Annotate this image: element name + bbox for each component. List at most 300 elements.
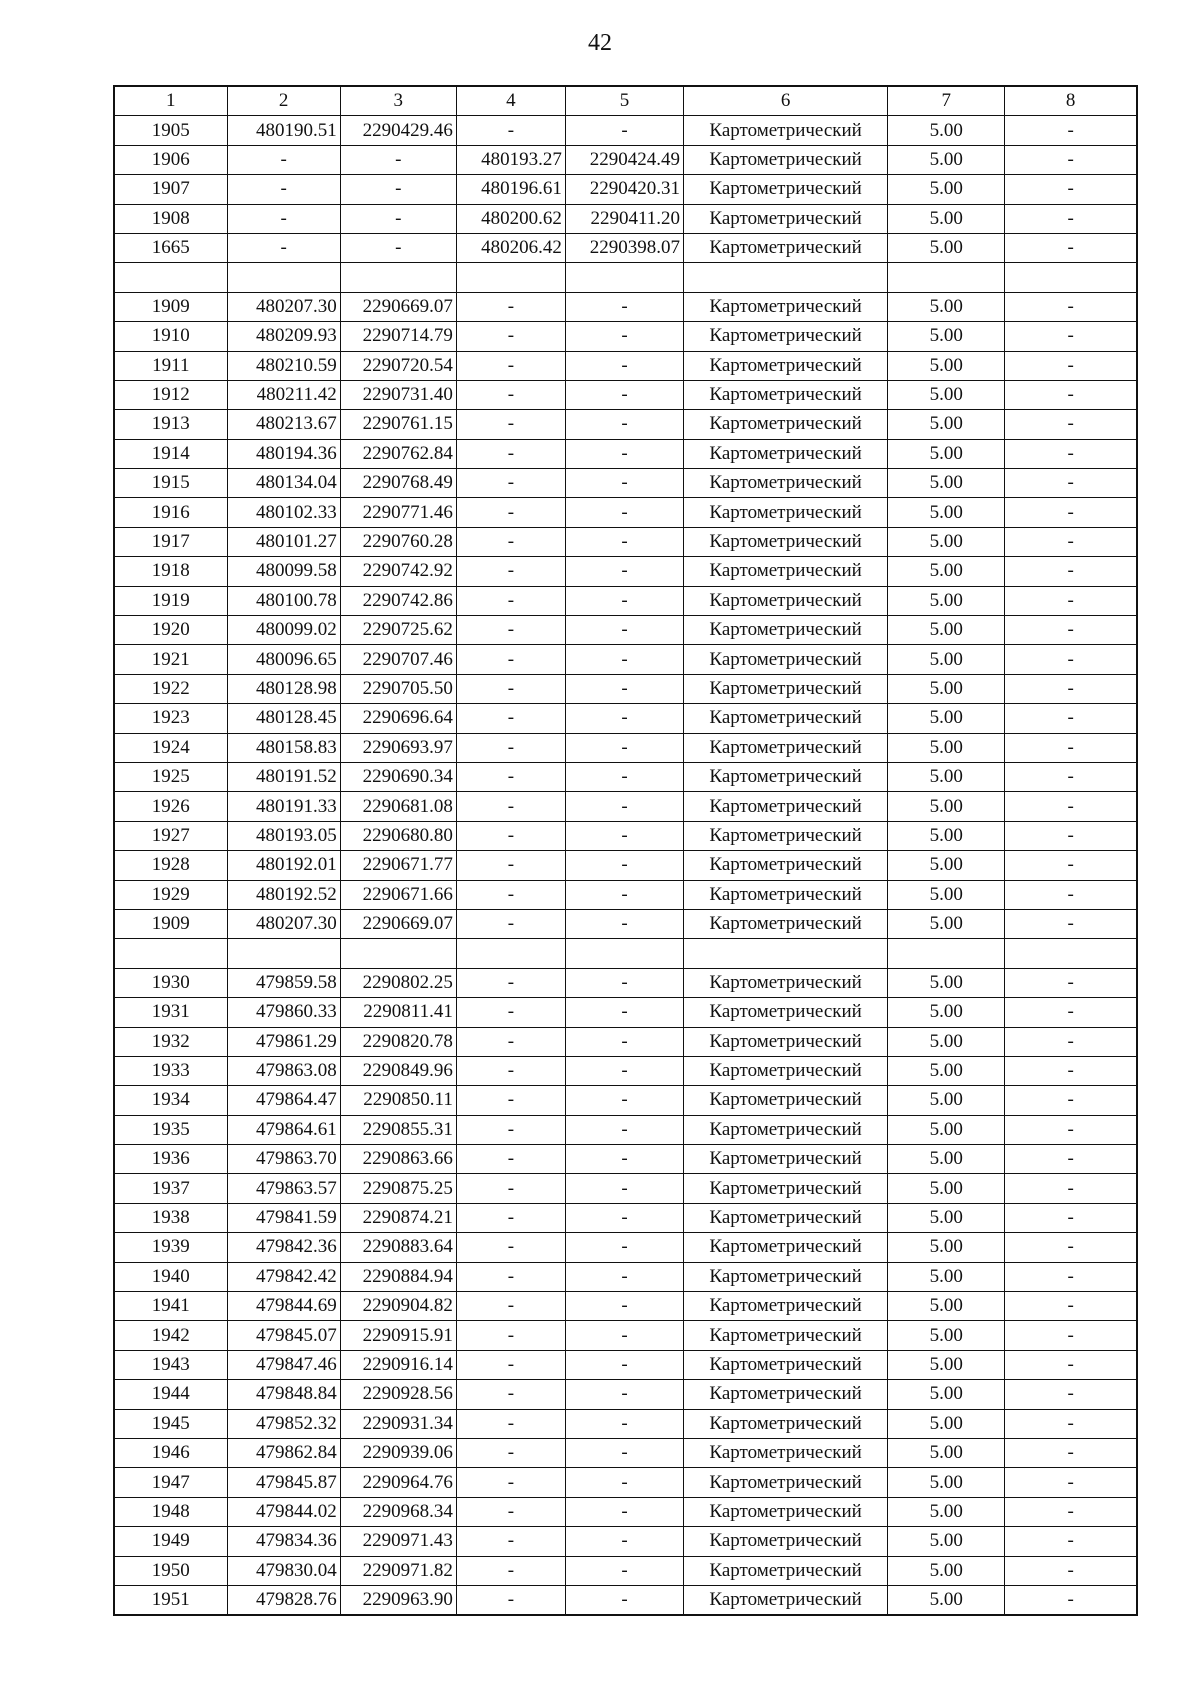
x-new-cell: - — [456, 998, 565, 1027]
y-new-cell: - — [565, 557, 683, 586]
point-number-cell: 1936 — [114, 1145, 227, 1174]
description-cell: - — [1005, 1203, 1137, 1232]
method-cell: Картометрический — [684, 410, 888, 439]
accuracy-cell: 5.00 — [888, 292, 1005, 321]
table-row — [114, 439, 1137, 468]
description-cell: - — [1005, 233, 1137, 262]
method-cell: Картометрический — [684, 645, 888, 674]
x-existing-cell — [227, 263, 340, 292]
x-new-cell: - — [456, 616, 565, 645]
x-new-cell: - — [456, 880, 565, 909]
point-number-cell: 1941 — [114, 1292, 227, 1321]
y-new-cell: - — [565, 1438, 683, 1467]
y-new-cell: - — [565, 1262, 683, 1291]
y-existing-cell: 2290671.77 — [340, 851, 456, 880]
y-new-cell: - — [565, 1056, 683, 1085]
table-row — [114, 821, 1137, 850]
method-cell: Картометрический — [684, 880, 888, 909]
point-number-cell: 1907 — [114, 175, 227, 204]
x-new-cell: - — [456, 380, 565, 409]
table-row — [114, 880, 1137, 909]
x-new-cell: - — [456, 557, 565, 586]
table-body — [114, 116, 1137, 1615]
accuracy-cell: 5.00 — [888, 557, 1005, 586]
y-new-cell: - — [565, 792, 683, 821]
table-row — [114, 733, 1137, 762]
method-cell: Картометрический — [684, 586, 888, 615]
description-cell: - — [1005, 351, 1137, 380]
table-row — [114, 380, 1137, 409]
x-existing-cell: 479862.84 — [227, 1438, 340, 1467]
point-number-cell: 1937 — [114, 1174, 227, 1203]
point-number-cell: 1914 — [114, 439, 227, 468]
accuracy-cell: 5.00 — [888, 586, 1005, 615]
x-new-cell: - — [456, 674, 565, 703]
x-new-cell: 480196.61 — [456, 175, 565, 204]
table-row — [114, 1527, 1137, 1556]
x-new-cell: - — [456, 821, 565, 850]
y-new-cell: - — [565, 674, 683, 703]
accuracy-cell: 5.00 — [888, 410, 1005, 439]
point-number-cell: 1946 — [114, 1438, 227, 1467]
method-cell: Картометрический — [684, 1027, 888, 1056]
page-number: 42 — [588, 30, 612, 56]
point-number-cell: 1906 — [114, 145, 227, 174]
accuracy-cell: 5.00 — [888, 1438, 1005, 1467]
method-cell: Картометрический — [684, 1086, 888, 1115]
table-row — [114, 410, 1137, 439]
y-existing-cell: 2290928.56 — [340, 1380, 456, 1409]
y-new-cell: - — [565, 322, 683, 351]
method-cell: Картометрический — [684, 1409, 888, 1438]
description-cell: - — [1005, 704, 1137, 733]
table-row — [114, 1556, 1137, 1585]
method-cell: Картометрический — [684, 469, 888, 498]
x-new-cell: - — [456, 1527, 565, 1556]
y-new-cell: - — [565, 586, 683, 615]
point-number-cell: 1924 — [114, 733, 227, 762]
accuracy-cell: 5.00 — [888, 616, 1005, 645]
y-existing-cell: 2290875.25 — [340, 1174, 456, 1203]
y-new-cell: - — [565, 909, 683, 938]
point-number-cell: 1942 — [114, 1321, 227, 1350]
table-row — [114, 1262, 1137, 1291]
column-header-8: 8 — [1005, 86, 1137, 116]
accuracy-cell: 5.00 — [888, 145, 1005, 174]
x-new-cell: - — [456, 704, 565, 733]
y-existing-cell: 2290971.82 — [340, 1556, 456, 1585]
y-new-cell: - — [565, 1174, 683, 1203]
table-row — [114, 233, 1137, 262]
x-existing-cell: 479864.61 — [227, 1115, 340, 1144]
x-existing-cell: 480128.98 — [227, 674, 340, 703]
y-existing-cell: 2290931.34 — [340, 1409, 456, 1438]
description-cell: - — [1005, 322, 1137, 351]
x-new-cell: - — [456, 1585, 565, 1615]
table-row — [114, 498, 1137, 527]
x-new-cell: - — [456, 762, 565, 791]
table-row — [114, 1468, 1137, 1497]
x-existing-cell: 479848.84 — [227, 1380, 340, 1409]
accuracy-cell: 5.00 — [888, 1086, 1005, 1115]
x-existing-cell: 480207.30 — [227, 292, 340, 321]
x-existing-cell: 479844.69 — [227, 1292, 340, 1321]
method-cell: Картометрический — [684, 1056, 888, 1085]
description-cell: - — [1005, 469, 1137, 498]
x-new-cell: - — [456, 1203, 565, 1232]
y-new-cell: - — [565, 439, 683, 468]
x-existing-cell: 480134.04 — [227, 469, 340, 498]
description-cell: - — [1005, 498, 1137, 527]
method-cell: Картометрический — [684, 557, 888, 586]
y-new-cell: - — [565, 1380, 683, 1409]
description-cell: - — [1005, 1497, 1137, 1526]
table-row — [114, 586, 1137, 615]
method-cell: Картометрический — [684, 145, 888, 174]
description-cell: - — [1005, 1438, 1137, 1467]
table-row — [114, 1585, 1137, 1615]
description-cell: - — [1005, 998, 1137, 1027]
method-cell: Картометрический — [684, 1174, 888, 1203]
description-cell: - — [1005, 792, 1137, 821]
x-existing-cell: 479852.32 — [227, 1409, 340, 1438]
y-new-cell: - — [565, 880, 683, 909]
y-new-cell: - — [565, 1497, 683, 1526]
table-row — [114, 998, 1137, 1027]
y-existing-cell: 2290681.08 — [340, 792, 456, 821]
method-cell: Картометрический — [684, 439, 888, 468]
accuracy-cell: 5.00 — [888, 1174, 1005, 1203]
table-row — [114, 1145, 1137, 1174]
method-cell: Картометрический — [684, 1527, 888, 1556]
method-cell: Картометрический — [684, 733, 888, 762]
point-number-cell — [114, 263, 227, 292]
description-cell: - — [1005, 733, 1137, 762]
x-existing-cell: 480102.33 — [227, 498, 340, 527]
y-existing-cell: 2290971.43 — [340, 1527, 456, 1556]
x-existing-cell: 479847.46 — [227, 1350, 340, 1379]
column-header-1: 1 — [114, 86, 227, 116]
point-number-cell: 1920 — [114, 616, 227, 645]
column-header-6: 6 — [684, 86, 888, 116]
point-number-cell: 1933 — [114, 1056, 227, 1085]
accuracy-cell: 5.00 — [888, 1585, 1005, 1615]
x-new-cell: - — [456, 968, 565, 997]
table-row — [114, 704, 1137, 733]
method-cell: Картометрический — [684, 1321, 888, 1350]
accuracy-cell: 5.00 — [888, 1145, 1005, 1174]
table-row — [114, 1292, 1137, 1321]
x-new-cell: - — [456, 1115, 565, 1144]
description-cell: - — [1005, 851, 1137, 880]
table-row — [114, 1174, 1137, 1203]
accuracy-cell: 5.00 — [888, 821, 1005, 850]
x-new-cell: - — [456, 1497, 565, 1526]
y-new-cell: - — [565, 733, 683, 762]
point-number-cell: 1947 — [114, 1468, 227, 1497]
y-new-cell: - — [565, 762, 683, 791]
accuracy-cell: 5.00 — [888, 733, 1005, 762]
x-existing-cell: 480096.65 — [227, 645, 340, 674]
table-row — [114, 1497, 1137, 1526]
table-row — [114, 616, 1137, 645]
y-existing-cell: 2290849.96 — [340, 1056, 456, 1085]
x-new-cell: - — [456, 322, 565, 351]
method-cell: Картометрический — [684, 1292, 888, 1321]
x-new-cell: 480193.27 — [456, 145, 565, 174]
description-cell: - — [1005, 1468, 1137, 1497]
x-new-cell: - — [456, 527, 565, 556]
y-new-cell: - — [565, 704, 683, 733]
y-existing-cell: 2290760.28 — [340, 527, 456, 556]
accuracy-cell: 5.00 — [888, 116, 1005, 145]
x-existing-cell: 480128.45 — [227, 704, 340, 733]
x-existing-cell: 479863.70 — [227, 1145, 340, 1174]
table-row — [114, 263, 1137, 292]
point-number-cell: 1938 — [114, 1203, 227, 1232]
x-existing-cell: 480192.01 — [227, 851, 340, 880]
y-existing-cell: 2290720.54 — [340, 351, 456, 380]
accuracy-cell: 5.00 — [888, 1233, 1005, 1262]
y-existing-cell: 2290761.15 — [340, 410, 456, 439]
point-number-cell: 1917 — [114, 527, 227, 556]
y-existing-cell: 2290874.21 — [340, 1203, 456, 1232]
method-cell: Картометрический — [684, 1468, 888, 1497]
x-new-cell: - — [456, 1086, 565, 1115]
y-existing-cell — [340, 939, 456, 968]
x-existing-cell: 479860.33 — [227, 998, 340, 1027]
y-new-cell: - — [565, 116, 683, 145]
description-cell: - — [1005, 175, 1137, 204]
table-row — [114, 204, 1137, 233]
x-existing-cell: 480101.27 — [227, 527, 340, 556]
description-cell: - — [1005, 909, 1137, 938]
y-existing-cell: 2290680.80 — [340, 821, 456, 850]
method-cell: Картометрический — [684, 351, 888, 380]
y-new-cell: - — [565, 1585, 683, 1615]
table-row — [114, 1056, 1137, 1085]
y-new-cell: - — [565, 498, 683, 527]
accuracy-cell: 5.00 — [888, 1321, 1005, 1350]
point-number-cell: 1918 — [114, 557, 227, 586]
x-new-cell: - — [456, 469, 565, 498]
y-existing-cell: 2290855.31 — [340, 1115, 456, 1144]
accuracy-cell: 5.00 — [888, 851, 1005, 880]
table-row — [114, 1321, 1137, 1350]
y-new-cell: 2290398.07 — [565, 233, 683, 262]
description-cell: - — [1005, 116, 1137, 145]
description-cell: - — [1005, 1145, 1137, 1174]
accuracy-cell: 5.00 — [888, 1380, 1005, 1409]
x-new-cell: - — [456, 351, 565, 380]
table-header — [114, 86, 1137, 116]
y-existing-cell: 2290771.46 — [340, 498, 456, 527]
x-existing-cell: 480099.58 — [227, 557, 340, 586]
x-existing-cell: 479861.29 — [227, 1027, 340, 1056]
description-cell: - — [1005, 1262, 1137, 1291]
y-existing-cell: 2290725.62 — [340, 616, 456, 645]
x-existing-cell: 480192.52 — [227, 880, 340, 909]
y-existing-cell: 2290963.90 — [340, 1585, 456, 1615]
y-new-cell: - — [565, 292, 683, 321]
method-cell: Картометрический — [684, 292, 888, 321]
x-new-cell: - — [456, 851, 565, 880]
x-new-cell: - — [456, 1027, 565, 1056]
x-existing-cell: 480191.33 — [227, 792, 340, 821]
table-row — [114, 674, 1137, 703]
table-row — [114, 909, 1137, 938]
x-existing-cell: 479845.87 — [227, 1468, 340, 1497]
point-number-cell: 1909 — [114, 909, 227, 938]
point-number-cell: 1923 — [114, 704, 227, 733]
method-cell: Картометрический — [684, 674, 888, 703]
accuracy-cell: 5.00 — [888, 1468, 1005, 1497]
point-number-cell: 1928 — [114, 851, 227, 880]
y-new-cell: - — [565, 527, 683, 556]
method-cell: Картометрический — [684, 233, 888, 262]
y-existing-cell: 2290811.41 — [340, 998, 456, 1027]
table-row — [114, 1409, 1137, 1438]
y-new-cell: - — [565, 1350, 683, 1379]
x-existing-cell: 480207.30 — [227, 909, 340, 938]
method-cell: Картометрический — [684, 1233, 888, 1262]
y-existing-cell: 2290820.78 — [340, 1027, 456, 1056]
point-number-cell: 1916 — [114, 498, 227, 527]
x-existing-cell: - — [227, 145, 340, 174]
y-existing-cell: 2290742.92 — [340, 557, 456, 586]
y-new-cell: - — [565, 1027, 683, 1056]
table-row — [114, 557, 1137, 586]
point-number-cell: 1665 — [114, 233, 227, 262]
y-new-cell: - — [565, 410, 683, 439]
y-existing-cell: 2290671.66 — [340, 880, 456, 909]
method-cell: Картометрический — [684, 380, 888, 409]
y-existing-cell: 2290768.49 — [340, 469, 456, 498]
table-row — [114, 1350, 1137, 1379]
x-new-cell: 480200.62 — [456, 204, 565, 233]
accuracy-cell: 5.00 — [888, 1056, 1005, 1085]
x-new-cell: - — [456, 292, 565, 321]
accuracy-cell — [888, 263, 1005, 292]
point-number-cell: 1921 — [114, 645, 227, 674]
description-cell: - — [1005, 821, 1137, 850]
description-cell: - — [1005, 557, 1137, 586]
point-number-cell: 1922 — [114, 674, 227, 703]
y-new-cell: - — [565, 1203, 683, 1232]
x-new-cell: - — [456, 1350, 565, 1379]
method-cell: Картометрический — [684, 116, 888, 145]
description-cell: - — [1005, 145, 1137, 174]
x-existing-cell: 480191.52 — [227, 762, 340, 791]
method-cell: Картометрический — [684, 175, 888, 204]
description-cell: - — [1005, 1556, 1137, 1585]
y-existing-cell: 2290904.82 — [340, 1292, 456, 1321]
table-row — [114, 469, 1137, 498]
y-new-cell: - — [565, 380, 683, 409]
table-row — [114, 145, 1137, 174]
y-existing-cell — [340, 263, 456, 292]
accuracy-cell: 5.00 — [888, 498, 1005, 527]
x-new-cell: - — [456, 1233, 565, 1262]
table-row — [114, 351, 1137, 380]
y-existing-cell: 2290802.25 — [340, 968, 456, 997]
point-number-cell: 1912 — [114, 380, 227, 409]
method-cell: Картометрический — [684, 704, 888, 733]
table-row — [114, 527, 1137, 556]
y-new-cell: - — [565, 469, 683, 498]
point-number-cell: 1934 — [114, 1086, 227, 1115]
method-cell: Картометрический — [684, 998, 888, 1027]
description-cell: - — [1005, 1527, 1137, 1556]
x-existing-cell: 480211.42 — [227, 380, 340, 409]
y-existing-cell: 2290884.94 — [340, 1262, 456, 1291]
y-new-cell: - — [565, 1527, 683, 1556]
point-number-cell: 1944 — [114, 1380, 227, 1409]
table-row — [114, 1115, 1137, 1144]
point-number-cell: 1951 — [114, 1585, 227, 1615]
point-number-cell: 1925 — [114, 762, 227, 791]
y-existing-cell: - — [340, 145, 456, 174]
x-existing-cell: 479828.76 — [227, 1585, 340, 1615]
x-existing-cell: 480213.67 — [227, 410, 340, 439]
table-row — [114, 322, 1137, 351]
description-cell: - — [1005, 1233, 1137, 1262]
description-cell: - — [1005, 1115, 1137, 1144]
y-existing-cell: - — [340, 233, 456, 262]
y-existing-cell: 2290707.46 — [340, 645, 456, 674]
accuracy-cell: 5.00 — [888, 233, 1005, 262]
accuracy-cell: 5.00 — [888, 439, 1005, 468]
accuracy-cell: 5.00 — [888, 968, 1005, 997]
accuracy-cell: 5.00 — [888, 1262, 1005, 1291]
y-existing-cell: 2290693.97 — [340, 733, 456, 762]
accuracy-cell: 5.00 — [888, 469, 1005, 498]
point-number-cell: 1930 — [114, 968, 227, 997]
accuracy-cell: 5.00 — [888, 527, 1005, 556]
x-existing-cell: 479841.59 — [227, 1203, 340, 1232]
method-cell: Картометрический — [684, 1438, 888, 1467]
description-cell — [1005, 263, 1137, 292]
y-new-cell: - — [565, 1233, 683, 1262]
method-cell — [684, 263, 888, 292]
point-number-cell: 1905 — [114, 116, 227, 145]
y-existing-cell: - — [340, 204, 456, 233]
accuracy-cell: 5.00 — [888, 1527, 1005, 1556]
y-new-cell: 2290420.31 — [565, 175, 683, 204]
table-row — [114, 1438, 1137, 1467]
accuracy-cell: 5.00 — [888, 909, 1005, 938]
y-new-cell: - — [565, 1292, 683, 1321]
description-cell: - — [1005, 1409, 1137, 1438]
description-cell: - — [1005, 1056, 1137, 1085]
point-number-cell: 1908 — [114, 204, 227, 233]
table-row — [114, 116, 1137, 145]
column-header-7: 7 — [888, 86, 1005, 116]
table-row — [114, 1233, 1137, 1262]
x-existing-cell: 480100.78 — [227, 586, 340, 615]
accuracy-cell: 5.00 — [888, 1556, 1005, 1585]
x-existing-cell — [227, 939, 340, 968]
x-new-cell: - — [456, 909, 565, 938]
description-cell: - — [1005, 1380, 1137, 1409]
accuracy-cell: 5.00 — [888, 351, 1005, 380]
x-new-cell: - — [456, 1321, 565, 1350]
y-existing-cell: 2290762.84 — [340, 439, 456, 468]
y-existing-cell: 2290714.79 — [340, 322, 456, 351]
point-number-cell: 1926 — [114, 792, 227, 821]
y-existing-cell: 2290669.07 — [340, 292, 456, 321]
x-existing-cell: - — [227, 233, 340, 262]
